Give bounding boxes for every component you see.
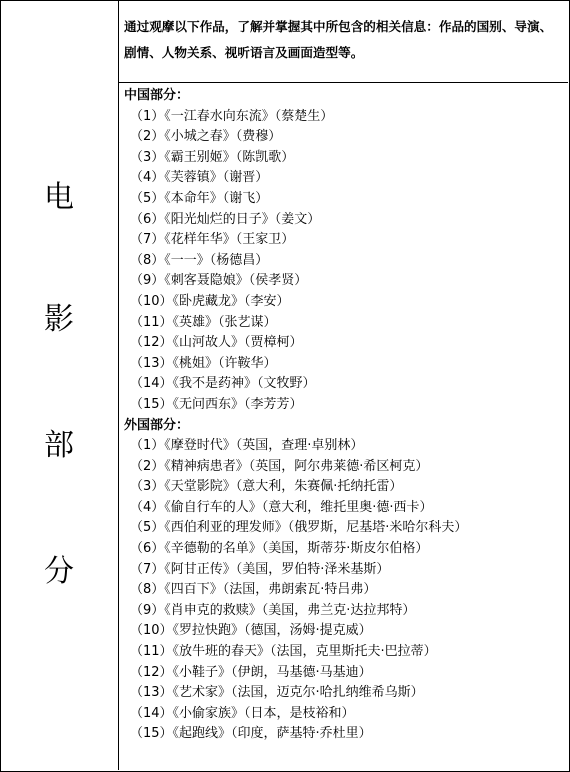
china-film-item: （6）《阳光灿烂的日子》（姜文） [130,211,321,227]
section-label-char: 部 [44,428,74,463]
china-film-item: （10）《卧虎藏龙》（李安） [130,293,290,309]
instructions-text: 通过观摩以下作品，了解并掌握其中所包含的相关信息：作品的国别、导演、剧情、人物关系、视听语言及画面造型等。 [124,19,553,60]
foreign-film-item: （14）《小偷家族》（日本，是枝裕和） [130,705,355,721]
china-film-item: （4）《芙蓉镇》（谢晋） [130,170,269,186]
section-label-char: 分 [44,554,74,589]
foreign-film-item: （13）《艺术家》（法国，迈克尔·哈扎纳维希乌斯） [130,685,424,701]
foreign-film-item: （3）《天堂影院》（意大利，朱赛佩·托纳托雷） [130,479,403,495]
foreign-film-item: （15）《起跑线》（印度，萨基特·乔杜里） [130,726,372,742]
film-list [124,86,564,745]
column-divider [118,0,119,770]
china-film-item: （2）《小城之春》（费穆） [130,129,282,145]
foreign-film-item: （7）《阿甘正传》（美国，罗伯特·泽米基斯） [130,561,390,577]
section-label-char: 影 [44,302,74,337]
foreign-film-item: （9）《肖申克的救赎》（美国，弗兰克·达拉邦特） [130,602,416,618]
row-divider [118,82,568,83]
foreign-section-title: 外国部分： [124,417,190,433]
foreign-film-item: （8）《四百下》（法国，弗朗索瓦·特吕弗） [130,582,377,598]
china-film-item: （11）《英雄》（张艺谋） [130,314,277,330]
china-film-item: （1）《一江春水向东流》（蔡楚生） [130,108,334,124]
china-film-item: （9）《刺客聂隐娘》（侯孝贤） [130,273,308,289]
china-film-item: （12）《山河故人》（贾樟柯） [130,335,303,351]
foreign-film-item: （1）《摩登时代》（英国，查理·卓别林） [130,438,364,454]
foreign-film-item: （12）《小鞋子》（伊朗，马基德·马基迪） [130,664,372,680]
china-film-item: （7）《花样年华》（王家卫） [130,232,295,248]
china-film-item: （15）《无问西东》（李芳芳） [130,396,303,412]
china-film-item: （13）《桃姐》（许鞍华） [130,355,277,371]
foreign-film-item: （11）《放牛班的春天》（法国，克里斯托夫·巴拉蒂） [130,644,437,660]
china-film-item: （8）《一一》（杨德昌） [130,252,269,268]
foreign-film-item: （2）《精神病患者》（英国，阿尔弗莱德·希区柯克） [130,458,429,474]
china-section-title: 中国部分： [124,88,190,103]
foreign-film-item: （4）《偷自行车的人》（意大利，维托里奥·德·西卡） [130,499,433,515]
section-label-cell [0,0,118,770]
foreign-film-item: （10）《罗拉快跑》（德国，汤姆·提克威） [130,623,372,639]
china-film-item: （3）《霸王别姬》（陈凯歌） [130,149,295,165]
china-film-item: （5）《本命年》（谢飞） [130,190,269,206]
foreign-film-item: （5）《西伯利亚的理发师》（俄罗斯，尼基塔·米哈尔科夫） [130,520,468,536]
china-film-item: （14）《我不是药神》（文牧野） [130,376,316,392]
foreign-film-item: （6）《辛德勒的名单》（美国，斯蒂芬·斯皮尔伯格） [130,541,429,557]
section-label-char: 电 [44,180,74,215]
